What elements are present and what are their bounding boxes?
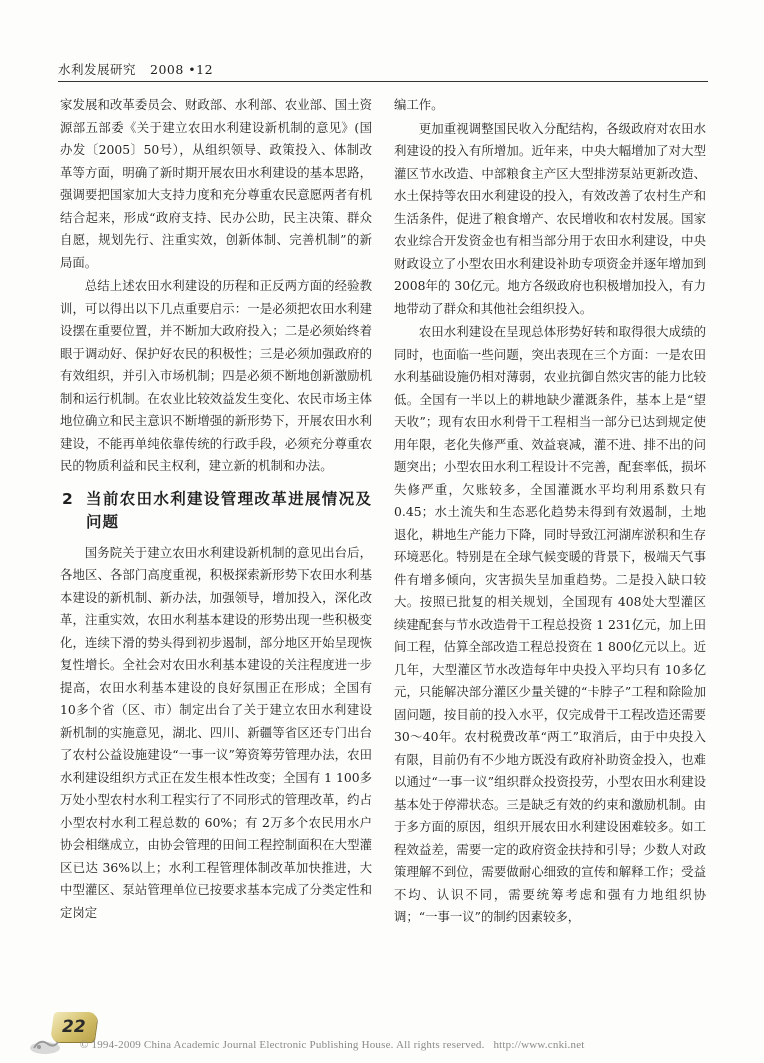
paragraph: 总结上述农田水利建设的历程和正反两方面的经验教训，可以得出以下几点重要启示：一是必须把农田水利建设摆在重要位置，并不断加大政府投入；二是必须始终着眼于调动好、保护好农民的积极性；三是必须加强政府的有效组织，并引入市场机制；四是必须不断地创新激励机制和运行机制。在农业比较效益发生变化、农民市场主体地位确立和民主意识不断增强的新形势下，开展农田水利建设，不能再单纯依靠传统的行政手段，必须充分尊重农民的物质利益和民主权利，建立新的机制和办法。 <box>60 278 372 473</box>
paragraph: 国务院关于建立农田水利建设新机制的意见出台后，各地区、各部门高度重视，积极探索新形势下农田水利基本建设的新机制、新办法，加强领导，增加投入，深化改革，注重实效，农田水利基本建设的形势出现一些积极变化，连续下滑的势头得到初步遏制，部分地区开始呈现恢复性增长。全社会对农田水利基本建设的关注程度进一步提高，农田水利基本建设的良好氛围正在形成；全国有 10多个省（区、市）制定出台了关于建立农田水利建设新机制的实施意见，湖北、四川、新疆等省区还专门出台了农村公益设施建设“一事一议”筹资筹劳管理办法，农田水利建设组织方式正在发生根本性改变；全国有 1 100多万处小型农村水利工程实行了不同形式的管理改革，约占小型农村水利工程总数的 60%；有 2万多个农民用水户协会相继成立，由协会管理的田间工程控制面积在大型灌区已达 36%以上；水利工程管理体制改革加快推进，大中型灌区、泵站管理单位已按要求基本完成了分类定性和定岗定 <box>60 544 373 920</box>
journal-name: 水利发展研究 <box>58 62 137 77</box>
page-number: 22 <box>62 1017 86 1037</box>
paragraph: 更加重视调整国民收入分配结构，各级政府对农田水利建设的投入有所增加。近年来，中央大幅增加了对大型灌区节水改造、中部粮食主产区大型排涝泵站更新改造、水土保持等农田水利建设的投入，有效改善了农村生产和生活条件，促进了粮食增产、农民增收和农村发展。国家农业综合开发资金也有相当部分用于农田水利建设，中央财政设立了小型农田水利建设补助专项资金并逐年增加到 2008年的 30亿元。地方各级政府也积极增加投入，有力地带动了群众和其他社会组织投入。 <box>394 120 706 316</box>
cnki-logo-icon <box>28 1036 62 1056</box>
section-number: 2 <box>62 489 73 508</box>
issue-number: 2008 •12 <box>150 62 214 77</box>
copyright-text: © 1994-2009 China Academic Journal Electronic Publishing House. All rights reserved. <box>80 1039 485 1051</box>
right-column <box>394 94 706 929</box>
section-title: 当前农田水利建设管理改革进展情况及问题 <box>86 489 372 531</box>
running-header <box>58 60 213 78</box>
footer <box>80 1039 585 1051</box>
section-heading <box>60 488 372 534</box>
paragraph: 编工作。 <box>394 97 444 112</box>
paragraph: 农田水利建设在呈现总体形势好转和取得很大成绩的同时，也面临一些问题，突出表现在三个方面：一是农田水利基础设施仍相对薄弱，农业抗御自然灾害的能力比较低。全国有一半以上的耕地缺少灌溉条件，基本上是“望天收”；现有农田水利骨干工程相当一部分已达到规定使用年限，老化失修严重、效益衰减，灌不进、排不出的问题突出；小型农田水利工程设计不完善，配套率低，损坏失修严重，欠账较多，全国灌溉水平均利用系数只有 0.45；水土流失和生态恶化趋势未得到有效遏制，土地退化，耕地生产能力下降，同时导致江河湖库淤积和生存环境恶化。特别是在全球气候变暖的背景下，极端天气事件有增多倾向，灾害损失呈加重趋势。二是投入缺口较大。按照已批复的相关规划，全国现有 408处大型灌区续建配套与节水改造骨干工程总投资 1 231亿元，加上田间工程，估算全部改造工程总投资在 1 800亿元以上。近几年，大型灌区节水改造每年中央投入平均只有 10多亿元，只能解决部分灌区少量关键的“卡脖子”工程和除险加固问题，按目前的投入水平，仅完成骨干工程改造还需要 30～40年。农村税费改革“两工”取消后，由于中央投入有限，目前仍有不少地方既没有政府补助资金投入，也难以通过“一事一议”组织群众投资投劳，小型农田水利建设基本处于停滞状态。三是缺乏有效的约束和激励机制。由于多方面的原因，组织开展农田水利建设困难较多。如工程效益差，需要一定的政府资金扶持和引导；少数人对政策理解不到位，需要做耐心细致的宣传和解释工作；受益不均、认识不同，需要统筹考虑和强有力地组织协调；“一事一议”的制约因素较多， <box>394 324 707 924</box>
left-column <box>60 94 372 924</box>
paragraph: 家发展和改革委员会、财政部、水利部、农业部、国土资源部五部委《关于建立农田水利建设新机制的意见》(国办发〔2005〕50号），从组织领导、政策投入、体制改革等方面，明确了新时期开展农田水利建设的基本思路，强调要把国家加大支持力度和充分尊重农民意愿两者有机结合起来，形成“政府支持、民办公助，民主决策、群众自愿，规划先行、注重实效，创新体制、完善机制”的新局面。 <box>60 97 372 270</box>
footer-link[interactable]: http://www.cnki.net <box>493 1039 585 1051</box>
header-rule <box>58 81 708 82</box>
